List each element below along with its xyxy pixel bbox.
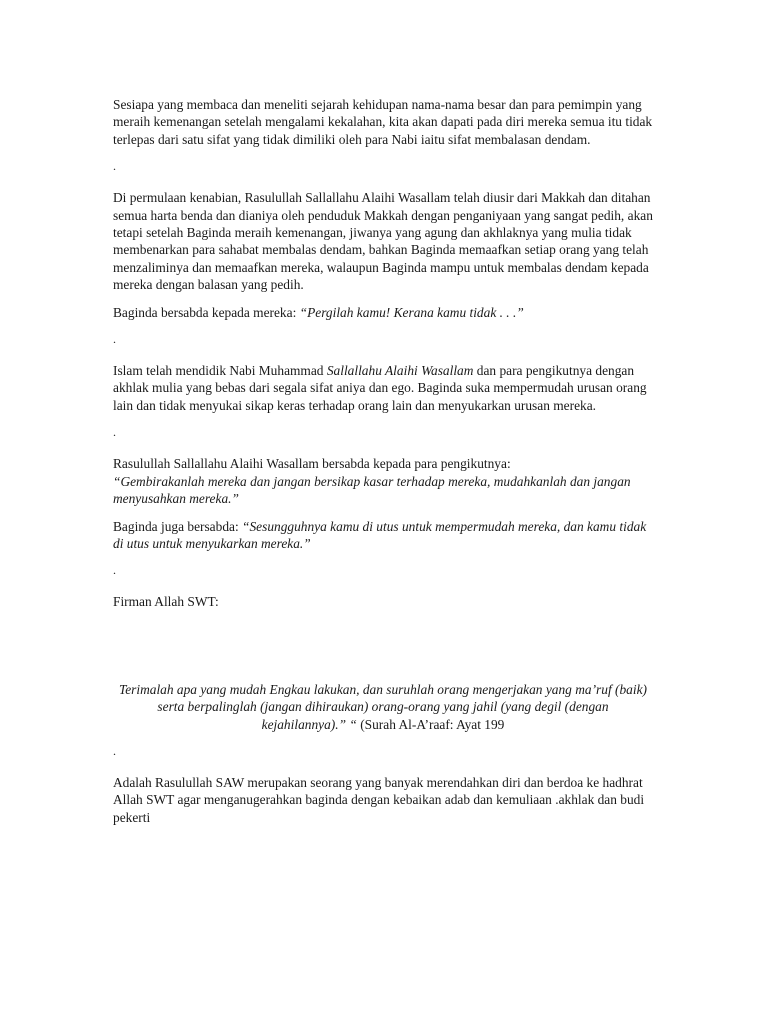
hadith-3-quote: “Sesungguhnya kamu di utus untuk mempermudah mereka, dan kamu tidak di utus untuk menyukarkan mereka.” <box>113 518 647 551</box>
quran-verse <box>113 681 653 733</box>
hadith-paragraph-3 <box>113 518 653 553</box>
hadith-1-quote: “Pergilah kamu! Kerana kamu tidak . . .” <box>299 304 524 320</box>
firman-heading: Firman Allah SWT: <box>113 594 219 610</box>
islam-text-b: dan para pengikutnya dengan akhlak mulia yang bebas dari segala sifat aniya dan ego. Baginda suka mempermudah urusan orang lain dan tidak menyukai sikap keras terhadap orang lain dan menyukarkan urusan mereka. <box>113 363 647 413</box>
separator-dot: . <box>113 563 116 578</box>
islam-text-italic: Sallallahu Alaihi Wasallam <box>326 363 474 379</box>
separator-dot: . <box>113 159 116 174</box>
hadith-paragraph-1 <box>113 304 653 321</box>
islam-paragraph <box>113 362 653 414</box>
separator-dot: . <box>113 425 116 440</box>
hadith-3-prefix: Baginda juga bersabda: <box>113 518 243 534</box>
blank-space <box>113 611 653 681</box>
hadith-paragraph-2 <box>113 455 653 507</box>
intro-paragraph: Sesiapa yang membaca dan meneliti sejarah kehidupan nama-nama besar dan para pemimpin yang meraih kemenangan setelah mengalami kekalahan, kita akan dapati pada diri mereka semua itu tidak terlepas dari satu sifat yang tidak dimiliki oleh para Nabi iaitu sifat membalasan dendam. <box>113 97 653 147</box>
hadith-1-prefix: Baginda bersabda kepada mereka: <box>113 304 300 320</box>
closing-paragraph: Adalah Rasulullah SAW merupakan seorang yang banyak merendahkan diri dan berdoa ke hadhrat Allah SWT agar menganugerahkan baginda dengan kebaikan adab dan kemuliaan .akhlak dan budi pekerti <box>113 774 645 825</box>
verse-reference: (Surah Al-A’raaf: Ayat 199 <box>356 716 505 732</box>
document-page <box>113 96 653 836</box>
islam-text-a: Islam telah mendidik Nabi Muhammad <box>113 363 327 379</box>
separator-dot: . <box>113 743 116 758</box>
hadith-2-intro: Rasulullah Sallallahu Alaihi Wasallam bersabda kepada para pengikutnya: <box>113 456 511 472</box>
separator-dot: . <box>113 332 116 347</box>
verse-text: Terimalah apa yang mudah Engkau lakukan, dan suruhlah orang mengerjakan yang ma’ruf (baik) serta berpalinglah (jangan dihiraukan) orang-orang yang jahil (yang degil (dengan kejahilannya).” “ <box>118 681 647 732</box>
hadith-2-quote: “Gembirakanlah mereka dan jangan bersikap kasar terhadap mereka, mudahkanlah dan jangan menyusahkan mereka.” <box>113 473 631 507</box>
history-paragraph: Di permulaan kenabian, Rasulullah Sallallahu Alaihi Wasallam telah diusir dari Makkah dan ditahan semua harta benda dan dianiya oleh penduduk Makkah dengan penganiyaan yang sangat pedih, akan tetapi setelah Baginda meraih kemenangan, jiwanya yang agung dan akhlaknya yang mulia tidak membenarkan para sahabat membalas dendam, bahkan Baginda memaafkan setiap orang yang telah menzaliminya dan memaafkan mereka, walaupun Baginda mampu untuk membalas dendam kepada mereka dengan balasan yang pedih. <box>113 190 653 293</box>
